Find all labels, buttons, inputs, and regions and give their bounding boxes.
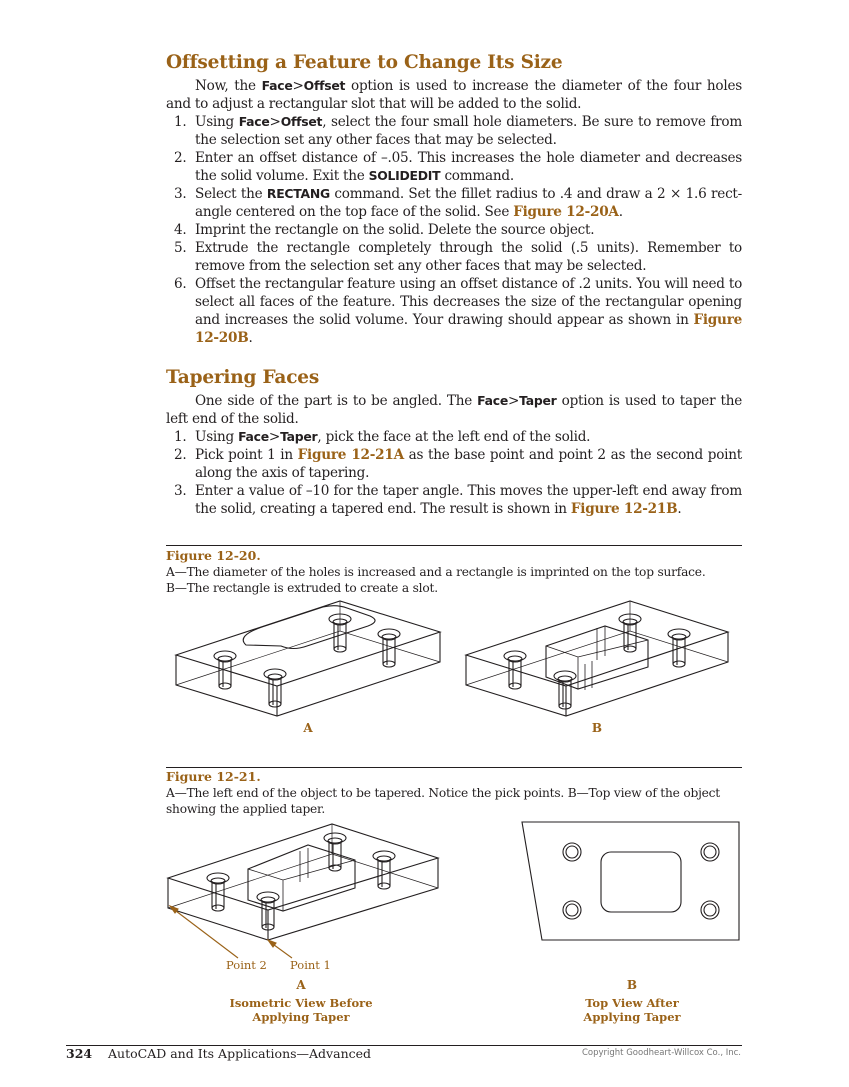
text: Enter a value of –10 for the taper angle. This moves the upper-left end away from the solid, creating a tapered end. The result is shown in [195,483,742,517]
text: as the base point and point 2 as the second point along the axis of tapering. [195,447,742,481]
command: RECTANG [266,186,330,201]
hole-part [509,683,521,689]
step-number: 3. [174,186,187,202]
sublabel-line: Applying Taper [252,1010,350,1024]
step-number: 1. [174,114,187,130]
sublabel-line: Isometric View Before [229,996,373,1010]
command: Offset [303,78,346,93]
step-number: 2. [174,150,187,166]
text: > [269,114,281,130]
hole-part [673,661,685,667]
text: , pick the face at the left end of the solid. [317,429,591,445]
figure-label-a: A [303,721,313,735]
text: > [508,393,520,409]
step-number: 6. [174,276,187,292]
hole-part [704,904,716,916]
section-heading: Tapering Faces [166,367,320,388]
step-number: 3. [174,483,187,499]
command: Offset [280,114,323,129]
step-number: 5. [174,240,187,256]
text: Extrude the rectangle completely through the solid (.5 units). Remember to remove from the selection set any other faces that may be selected. [195,240,742,274]
text: command. Set the fillet radius to .4 and draw a 2 × 1.6 rect-angle centered on the top face of the solid. See [195,186,742,220]
hole-part [269,701,281,707]
figure-title: Figure 12-20. [166,548,261,563]
command: Face [477,393,509,408]
text: , select the four small hole diameters. Be sure to remove from the selection set any other faces that may be selected. [195,114,742,148]
figure-title: Figure 12-21. [166,769,261,784]
command: Face [261,78,293,93]
text: . [618,204,623,220]
figure-caption: A—The left end of the object to be tapered. Notice the pick points. B—Top view of the object showing the applied taper. [166,786,720,816]
point-1-label: Point 1 [290,958,331,972]
hole-part [383,661,395,667]
text: > [268,429,281,445]
copyright: Copyright Goodheart-Willcox Co., Inc. [581,1048,741,1058]
text: Using [195,114,239,130]
text: option is used to increase the diameter of the four holes and to adjust a rectangular slot that will be added to the solid. [166,78,742,112]
text: Pick point 1 in [195,447,298,463]
slot [248,845,355,911]
book-title: AutoCAD and Its Applications—Advanced [108,1046,372,1061]
sublabel-line: Applying Taper [583,1010,681,1024]
command: SOLIDEDIT [368,168,441,183]
text: . [677,501,682,517]
imprinted-rectangle [243,606,375,649]
figure-label-b: B [591,721,603,735]
text: Imprint the rectangle on the solid. Delete the source object. [195,222,595,238]
point-2-label: Point 2 [226,958,267,972]
figure-link[interactable]: Figure 12-21A [297,447,404,463]
command: Face [238,429,269,444]
command: Taper [519,393,557,408]
step-number: 1. [174,429,187,445]
text: Now, the [195,78,262,94]
isometric-block-tapered [168,824,438,940]
sublabel-line: Top View After [585,996,679,1010]
hole-part [212,905,224,911]
text: Using [195,429,239,445]
text: Select the [195,186,267,202]
top-view [522,822,739,940]
text: command. [440,168,514,184]
figure-link[interactable]: Figure 12-20A [513,204,619,220]
hole-part [559,703,571,709]
figure-label-b: B [626,978,638,992]
text: Enter an offset distance of –.05. This increases the hole diameter and decreases the solid volume. Exit the [195,150,742,184]
section-heading: Offsetting a Feature to Change Its Size [166,52,563,73]
hole-part [334,646,346,652]
figure-label-a: A [296,978,306,992]
hole-part [704,846,716,858]
hole-part [219,683,231,689]
step-number: 2. [174,447,187,463]
text: . [248,330,253,346]
caption-line: B—The rectangle is extruded to create a slot. [166,581,438,595]
hole-part [624,646,636,652]
figure-link[interactable]: Figure 12-21B [570,501,678,517]
hole-part [378,883,390,889]
holes [207,614,719,930]
page-number: 324 [66,1046,93,1061]
step-number: 4. [174,222,187,238]
text: option is used to taper the left end of the solid. [166,393,742,427]
text: One side of the part is to be angled. The [195,393,478,409]
command: Taper [280,429,318,444]
command: Face [238,114,270,129]
hole-part [566,904,578,916]
caption-line: A—The diameter of the holes is increased and a rectangle is imprinted on the top surface. [166,565,706,579]
figure-link[interactable]: Figure 12-20B [195,312,742,346]
text: > [292,78,304,94]
text: Offset the rectangular feature using an offset distance of .2 units. You will need to select all faces of the feature. This decreases the size of the rectangular opening and increases the solid volume. Your drawing should appear as shown in [195,276,742,328]
hole-part [566,846,578,858]
